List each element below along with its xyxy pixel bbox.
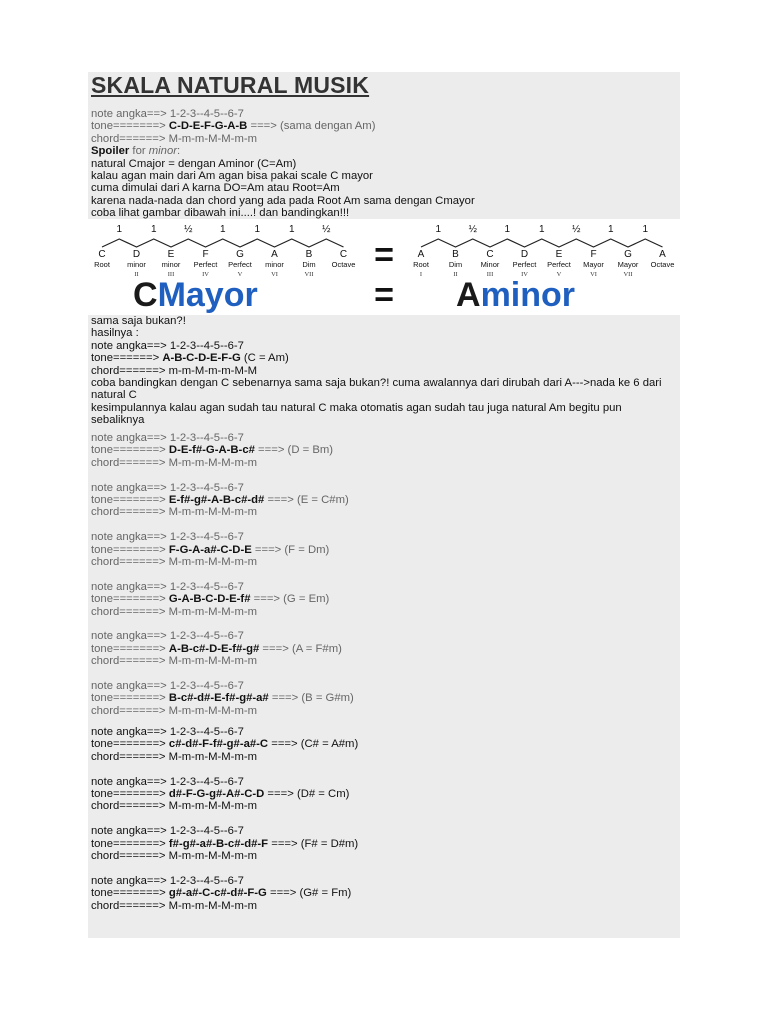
tone-line: tone=======> c#-d#-F-f#-g#-a#-C ===> (C# = A#m) [91,738,359,751]
scale-group [91,726,677,763]
interval-label: 1 [642,224,649,235]
note-angka-line: note angka==> 1-2-3--4-5--6-7 [91,874,244,887]
tone-line: tone=======> d#-F-G-g#-A#-C-D ===> (D# = Cm) [91,788,350,801]
intro-text-line: cuma dimulai dari A karna DO=Am atau Root=Am [91,182,340,195]
note-label: B [305,249,313,260]
interval-label: 1 [116,224,123,235]
degree-name-label: Mayor [617,260,639,269]
interval-label: 1 [504,224,511,235]
tone-line: tone=======> B-c#-d#-E-f#-g#-a# ===> (B = G#m) [91,692,354,705]
scale-group [91,482,677,519]
note-angka-line: note angka==> 1-2-3--4-5--6-7 [91,481,244,494]
scale-diagram-svg [88,219,680,315]
chord-line: chord======> M-m-m-M-M-m-m [91,506,258,519]
note-label: C [339,249,348,260]
scale-group [91,432,677,469]
interval-label: ½ [184,224,193,235]
chord-line: chord======> M-m-m-M-M-m-m [91,556,258,569]
interval-label: 1 [538,224,545,235]
degree-name-label: Mayor [583,260,604,269]
roman-numeral-label: VII [623,271,633,278]
scale-group [91,680,677,717]
degree-name-label: Perfect [512,260,537,269]
degree-name-label: Octave [331,260,356,269]
note-angka-line: note angka==> 1-2-3--4-5--6-7 [91,680,244,693]
interval-label: ½ [572,224,581,235]
interval-label: 1 [254,224,261,235]
degree-name-label: Perfect [193,260,218,269]
am-chord-line: chord======> m-m-M-m-m-M-M [91,364,258,377]
aminor-diagram [413,224,674,278]
spoiler-line: Spoiler for minor: [91,145,181,158]
tone-line: tone=======> G-A-B-C-D-E-f# ===> (G = Em) [91,593,330,606]
roman-numeral-label: VII [304,271,314,278]
am-note-line: note angka==> 1-2-3--4-5--6-7 [91,339,244,352]
chord-line: chord======> M-m-m-M-M-m-m [91,456,258,469]
note-angka-line: note angka==> 1-2-3--4-5--6-7 [91,580,244,593]
group-spacer [91,469,677,481]
aminor-title: Aminor [456,276,576,314]
degree-name-label: Dim [448,260,463,269]
note-angka-line: note angka==> 1-2-3--4-5--6-7 [91,775,244,788]
group-spacer [91,568,677,580]
note-label: A [417,249,425,260]
intro-text-line: kalau agan main dari Am agan bisa pakai scale C mayor [91,170,373,183]
roman-numeral-label: I [419,271,423,278]
chord-line: chord======> M-m-m-M-M-m-m [91,850,258,863]
note-label: D [520,249,529,260]
intro-note-line: note angka==> 1-2-3--4-5--6-7 [91,108,244,120]
tone-line: tone=======> D-E-f#-G-A-B-c# ===> (D = Bm) [91,444,334,457]
note-label: G [236,249,244,260]
group-spacer [91,668,677,680]
roman-numeral-label: II [134,271,139,278]
tone-line: tone=======> A-B-c#-D-E-f#-g# ===> (A = F#m) [91,642,342,655]
note-label: G [624,249,632,260]
text-line: sama saja bukan?! [91,315,186,327]
group-spacer [91,862,677,874]
roman-numeral-label: V [237,271,243,278]
intro-text-line: coba lihat gambar dibawah ini....! dan bandingkan!!! [91,207,350,220]
roman-numeral-label: VI [271,271,278,278]
scale-group [91,825,677,862]
note-angka-line: note angka==> 1-2-3--4-5--6-7 [91,825,244,838]
degree-name-label: Dim [302,260,316,269]
degree-name-label: Octave [650,260,675,269]
interval-label: 1 [607,224,614,235]
roman-numeral-label: IV [521,271,528,278]
roman-numeral-label: III [167,271,175,278]
degree-name-label: Perfect [228,260,252,269]
intro-text-line: natural Cmajor = dengan Aminor (C=Am) [91,157,297,170]
paragraph: kesimpulannya kalau agan sudah tau natural C maka otomatis agan sudah tau juga natural Am begitu pun sebaliknya [91,401,622,427]
roman-numeral-label: VI [590,271,597,278]
note-label: C [98,249,106,260]
intro-tone-line: tone=======> C-D-E-F-G-A-B ===> (sama dengan Am) [91,120,376,133]
intro-section [91,108,677,220]
roman-numeral-label: V [556,271,562,278]
note-label: F [202,249,209,260]
chord-line: chord======> M-m-m-M-M-m-m [91,899,258,912]
tone-line: tone=======> F-G-A-a#-C-D-E ===> (F = Dm) [91,543,330,556]
chord-line: chord======> M-m-m-M-M-m-m [91,750,258,763]
note-angka-line: note angka==> 1-2-3--4-5--6-7 [91,531,244,544]
group-spacer [91,763,677,775]
interval-label: ½ [322,224,331,235]
tone-line: tone=======> f#-g#-a#-B-c#-d#-F ===> (F# = D#m) [91,837,359,850]
scale-group [91,875,677,912]
equals-sign-top: = [374,236,394,274]
note-angka-line: note angka==> 1-2-3--4-5--6-7 [91,726,244,738]
intro-chord-line: chord======> M-m-m-M-M-m-m [91,132,258,145]
comparison-section [91,315,677,427]
roman-numeral-label: II [453,271,458,278]
scale-group [91,776,677,813]
degree-name-label: Root [94,260,110,269]
degree-name-label: Minor [480,260,500,269]
degree-name-label: minor [265,260,284,269]
note-label: B [452,249,459,260]
scale-comparison-diagram [88,219,680,315]
chord-line: chord======> M-m-m-M-M-m-m [91,800,258,813]
interval-bracket [102,239,344,247]
chord-line: chord======> M-m-m-M-M-m-m [91,655,258,668]
degree-name-label: minor [127,260,146,269]
interval-label: 1 [150,224,157,235]
interval-label: 1 [435,224,442,235]
tone-line: tone=======> g#-a#-C-c#-d#-F-G ===> (G# = Fm) [91,887,352,900]
degree-name-label: Root [413,260,429,269]
roman-numeral-label: III [486,271,494,278]
note-angka-line: note angka==> 1-2-3--4-5--6-7 [91,630,244,643]
cmayor-title: CMayor [133,276,258,314]
note-label: A [271,249,278,260]
cmayor-diagram [94,224,355,278]
scale-group [91,630,677,667]
am-tone-line: tone======> A-B-C-D-E-F-G (C = Am) [91,352,289,365]
paragraph: coba bandingkan dengan C sebenarnya sama saja bukan?! cuma awalannya dari dirubah dari A--->nada ke 6 dari natural C [91,377,662,402]
note-angka-line: note angka==> 1-2-3--4-5--6-7 [91,432,244,444]
note-label: E [555,249,563,260]
scale-group [91,581,677,618]
page-title: SKALA NATURAL MUSIK [91,72,370,98]
interval-label: ½ [468,224,477,235]
group-spacer [91,618,677,630]
group-spacer [91,519,677,531]
interval-bracket [421,239,663,247]
note-label: D [132,249,141,260]
degree-name-label: Perfect [547,260,571,269]
equals-sign-bottom: = [374,276,394,314]
note-label: C [486,249,494,260]
interval-label: 1 [288,224,295,235]
intro-text-line: karena nada-nada dan chord yang ada pada Root Am sama dengan Cmayor [91,194,475,207]
scales-list-black [91,726,677,912]
note-label: A [659,249,666,260]
degree-name-label: minor [161,260,181,269]
scales-list-gray [91,432,677,717]
roman-numeral-label: IV [202,271,209,278]
scale-group [91,531,677,568]
chord-line: chord======> M-m-m-M-M-m-m [91,704,258,717]
group-spacer [91,813,677,825]
interval-label: 1 [219,224,226,235]
note-label: F [590,249,597,260]
text-line: hasilnya : [91,327,139,340]
tone-line: tone=======> E-f#-g#-A-B-c#-d# ===> (E = C#m) [91,494,349,507]
note-label: E [167,249,175,260]
chord-line: chord======> M-m-m-M-M-m-m [91,605,258,618]
